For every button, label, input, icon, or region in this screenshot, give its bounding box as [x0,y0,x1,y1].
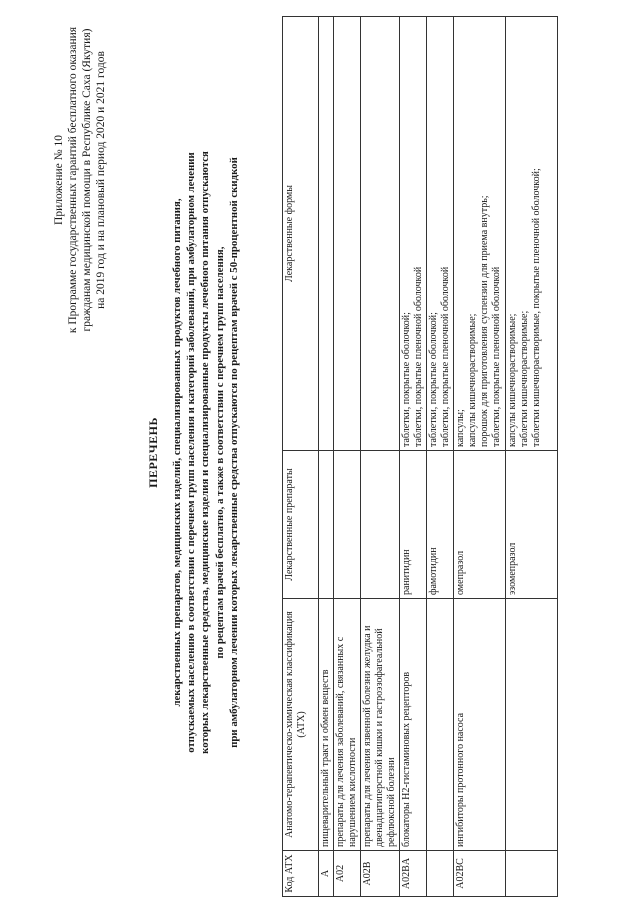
table-row [506,17,558,897]
cell-code [506,851,558,897]
header-atx: Анатомо-терапевтическо-химическая классификация (АТХ) [283,599,319,851]
cell-code [427,851,454,897]
cell-forms [334,17,361,451]
cell-drug [334,451,361,599]
cell-atx: ингибиторы протонного насоса [454,599,506,851]
table-row [454,17,506,897]
drug-list-table [282,16,558,897]
appendix-number: Приложение № 10 [53,135,65,225]
cell-atx: препараты для лечения заболеваний, связанных с нарушением кислотности [334,599,361,851]
subtitle-line: при амбулаторном лечении которых лекарственные средства отпускаются по рецептам врачей с 50-процентной скидкой [227,157,240,748]
header-drugs: Лекарственные препараты [283,451,319,599]
cell-forms [454,17,506,451]
appendix-line-1: к Программе государственных гарантий бесплатного оказания [67,26,79,334]
table-header-row [283,17,319,897]
dosage-form: таблетки кишечнорастворимые; [519,310,530,447]
dosage-form: таблетки, покрытые пленочной оболочкой [413,266,424,447]
cell-drug: ранитидин [400,451,427,599]
subtitle-line: которых лекарственные средства, медицинские изделия и специализированные продукты лечебного питания отпускаются [199,151,212,754]
dosage-form: капсулы кишечнорастворимые; [467,313,478,447]
appendix-line-3: на 2019 год и на плановый период 2020 и 2021 годов [95,51,107,309]
table-row [427,17,454,897]
dosage-form: капсулы; [455,409,466,447]
cell-code: A02BC [454,851,506,897]
dosage-form: таблетки, покрытые пленочной оболочкой [491,266,502,447]
document-subtitle [170,120,241,785]
cell-code: A02 [334,851,361,897]
cell-forms [400,17,427,451]
cell-forms [506,17,558,451]
subtitle-line: лекарственных препаратов, медицинских изделий, специализированных продуктов лечебного питания, [171,198,183,707]
table-body [319,17,558,897]
cell-code: A02B [361,851,400,897]
cell-atx [506,599,558,851]
subtitle-line: отпускаемых населению в соответствии с перечнем групп населения и категорий заболеваний, при амбулаторном лечении [185,152,198,753]
cell-drug: фамотидин [427,451,454,599]
appendix-header [52,10,108,350]
table-row [334,17,361,897]
cell-atx: пищеварительный тракт и обмен веществ [319,599,334,851]
dosage-form: таблетки, покрытые пленочной оболочкой [440,266,451,447]
table-row [361,17,400,897]
cell-forms [319,17,334,451]
cell-code: A02BA [400,851,427,897]
header-code: Код АТХ [283,851,319,897]
cell-code: A [319,851,334,897]
cell-drug: эзомепразол [506,451,558,599]
table-row [400,17,427,897]
cell-atx [427,599,454,851]
document-title: ПЕРЕЧЕНЬ [146,417,160,488]
table-row [319,17,334,897]
cell-forms [361,17,400,451]
cell-forms [427,17,454,451]
cell-atx: блокаторы H2-гистаминовых рецепторов [400,599,427,851]
cell-drug: омепразол [454,451,506,599]
dosage-form: таблетки, покрытые оболочкой; [401,312,412,447]
appendix-line-2: гражданам медицинской помощи в Республике Саха (Якутия) [81,28,93,332]
dosage-form: таблетки кишечнорастворимые, покрытые пленочной оболочкой; [531,168,542,447]
dosage-form: капсулы кишечнорастворимые; [507,313,518,447]
subtitle-line: по рецептам врачей бесплатно, а также в соответствии с перечнем групп населения, [213,246,226,659]
dosage-form: таблетки, покрытые оболочкой; [428,312,439,447]
cell-drug [319,451,334,599]
dosage-form: порошок для приготовления суспензии для приема внутрь; [479,195,490,447]
cell-drug [361,451,400,599]
header-forms: Лекарственные формы [283,17,319,451]
cell-atx: препараты для лечения язвенной болезни желудка и двенадцатиперстной кишки и гастроэзофагеальной рефлюксной болезни [361,599,400,851]
